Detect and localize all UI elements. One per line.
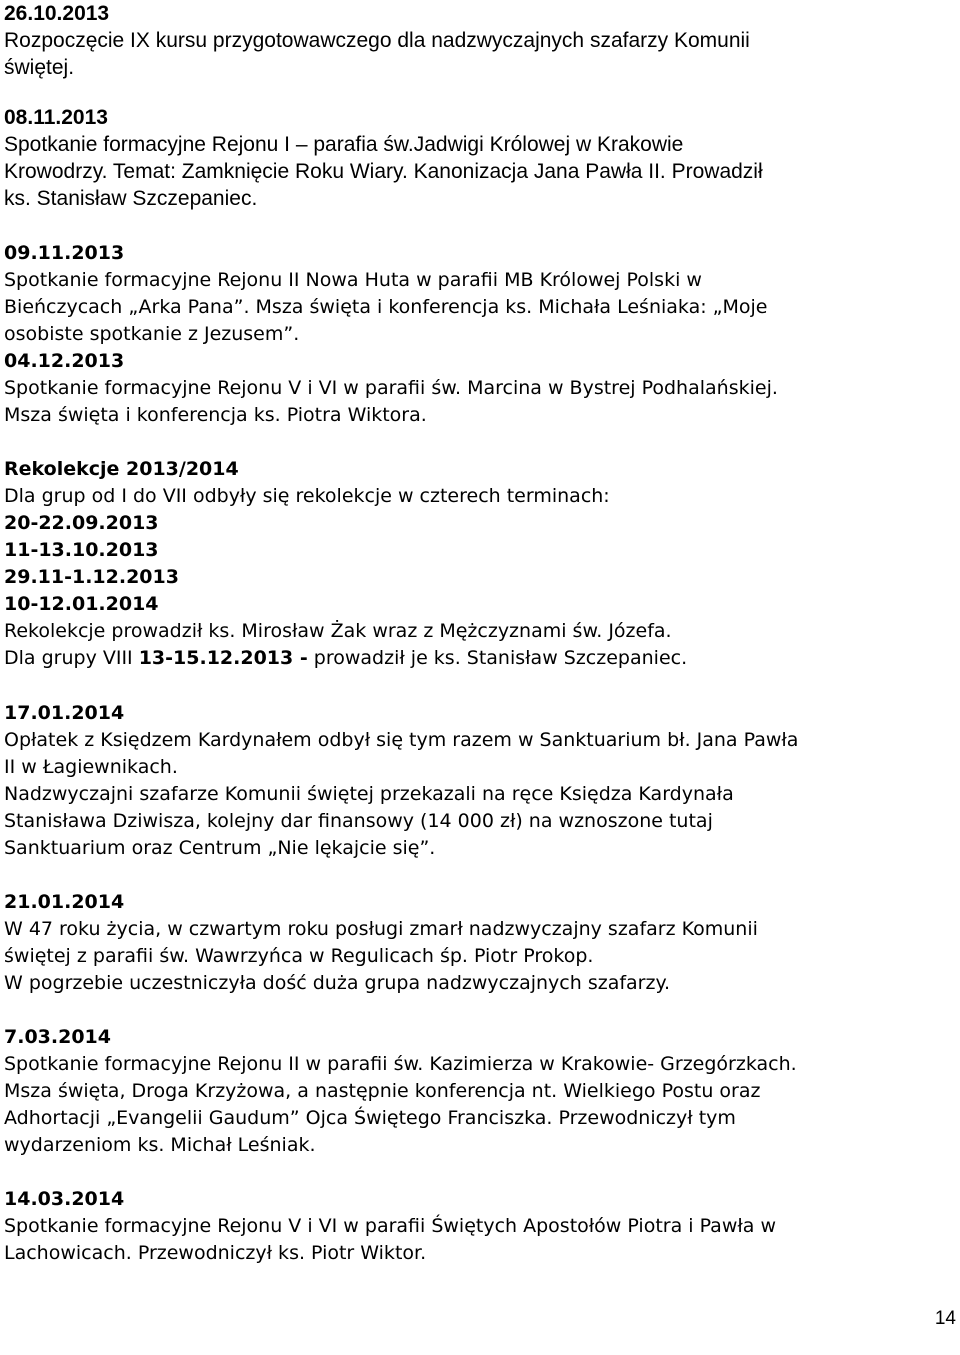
entry-text: Krowodrzy. Temat: Zamknięcie Roku Wiary. Kanonizacja Jana Pawła II. Prowadził — [4, 160, 763, 183]
entry-text: świętej. — [4, 56, 75, 79]
entry-date: 26.10.2013 — [4, 2, 110, 25]
entry-text: Msza święta, Droga Krzyżowa, a następnie konferencja nt. Wielkiego Postu oraz — [4, 1080, 761, 1102]
entry-date: 14.03.2014 — [4, 1188, 125, 1210]
entry-text: W 47 roku życia, w czwartym roku posługi zmarł nadzwyczajny szafarz Komunii — [4, 918, 758, 940]
entry-text: Msza święta i konferencja ks. Piotra Wiktora. — [4, 404, 427, 426]
retreat-date: 29.11-1.12.2013 — [4, 566, 179, 588]
entry-text: ks. Stanisław Szczepaniec. — [4, 187, 258, 210]
entry-text: Adhortacji „Evangelii Gaudum” Ojca Świętego Franciszka. Przewodniczył tym — [4, 1107, 736, 1129]
entry-text: Rekolekcje prowadził ks. Mirosław Żak wraz z Mężczyznami św. Józefa. — [4, 620, 672, 642]
page-number: 14 — [934, 1308, 956, 1329]
section-title: Rekolekcje 2013/2014 — [4, 458, 239, 480]
text-part: Dla grupy VIII — [4, 647, 139, 669]
retreat-date: 20-22.09.2013 — [4, 512, 159, 534]
entry-date: 04.12.2013 — [4, 350, 125, 372]
entry-date: 09.11.2013 — [4, 242, 125, 264]
entry-text: Dla grup od I do VII odbyły się rekolekcje w czterech terminach: — [4, 485, 610, 507]
entry-text: Spotkanie formacyjne Rejonu II Nowa Huta w parafii MB Królowej Polski w — [4, 269, 702, 291]
text-part: prowadził je ks. Stanisław Szczepaniec. — [307, 647, 688, 669]
entry-text: Spotkanie formacyjne Rejonu V i VI w parafii św. Marcina w Bystrej Podhalańskiej. — [4, 377, 778, 399]
entry-text: Spotkanie formacyjne Rejonu II w parafii św. Kazimierza w Krakowie- Grzegórzkach. — [4, 1053, 797, 1075]
entry-text: Stanisława Dziwisza, kolejny dar finansowy (14 000 zł) na wznoszone tutaj — [4, 810, 713, 832]
entry-text: Rozpoczęcie IX kursu przygotowawczego dla nadzwyczajnych szafarzy Komunii — [4, 29, 750, 52]
entry-text: Spotkanie formacyjne Rejonu V i VI w parafii Świętych Apostołów Piotra i Pawła w — [4, 1215, 776, 1237]
entry-text: Sanktuarium oraz Centrum „Nie lękajcie się”. — [4, 837, 436, 859]
entry-date: 08.11.2013 — [4, 106, 108, 129]
entry-text: W pogrzebie uczestniczyła dość duża grupa nadzwyczajnych szafarzy. — [4, 972, 671, 994]
entry-date: 7.03.2014 — [4, 1026, 111, 1048]
entry-text: Bieńczycach „Arka Pana”. Msza święta i konferencja ks. Michała Leśniaka: „Moje — [4, 296, 768, 318]
entry-text: świętej z parafii św. Wawrzyńca w Regulicach śp. Piotr Prokop. — [4, 945, 594, 967]
entry-text: Spotkanie formacyjne Rejonu I – parafia św.Jadwigi Królowej w Krakowie — [4, 133, 684, 156]
text-part-bold: 13-15.12.2013 - — [138, 647, 308, 669]
entry-text-mixed — [4, 645, 687, 672]
entry-text: Lachowicach. Przewodniczył ks. Piotr Wiktor. — [4, 1242, 427, 1264]
entry-text: Nadzwyczajni szafarze Komunii świętej przekazali na ręce Księdza Kardynała — [4, 783, 734, 805]
entry-date: 17.01.2014 — [4, 702, 125, 724]
entry-text: wydarzeniom ks. Michał Leśniak. — [4, 1134, 316, 1156]
entry-text: osobiste spotkanie z Jezusem”. — [4, 323, 300, 345]
entry-text: II w Łagiewnikach. — [4, 756, 178, 778]
retreat-date: 11-13.10.2013 — [4, 539, 159, 561]
entry-date: 21.01.2014 — [4, 891, 125, 913]
retreat-date: 10-12.01.2014 — [4, 593, 159, 615]
entry-text: Opłatek z Księdzem Kardynałem odbył się tym razem w Sanktuarium bł. Jana Pawła — [4, 729, 799, 751]
